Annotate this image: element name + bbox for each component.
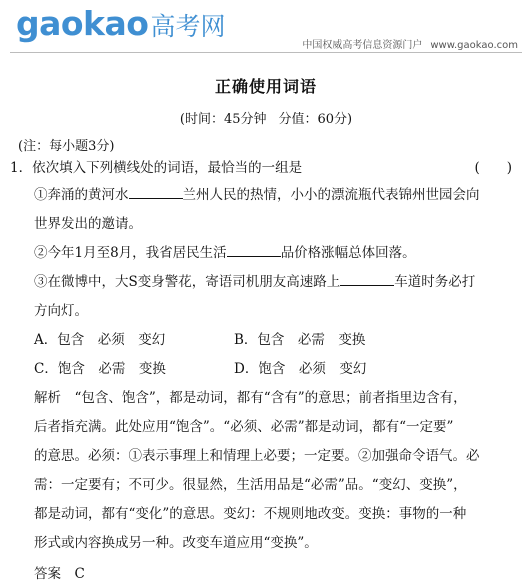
sentence-3-cont: 方向灯。 [34, 303, 88, 319]
sentence-3 [34, 270, 475, 290]
option-b[interactable]: B．包含 必需 变换 [234, 332, 366, 348]
site-logo[interactable] [16, 4, 225, 47]
blank-3 [340, 274, 394, 286]
question-stem: 1．依次填入下列横线处的词语，最恰当的一组是 [10, 160, 303, 176]
explanation-line-1: 解析 “包含、饱含”，都是动词，都有“含有”的意思；前者指里边含有， [34, 390, 467, 406]
logo-latin: gaokao [16, 4, 149, 43]
total-score: 分值：60分) [278, 112, 353, 127]
options-row-1 [34, 328, 365, 348]
explanation-line-4: 需：一定要有；不可少。很显然，生活用品是“必需”品。“变幻、变换”， [34, 477, 467, 493]
explanation-line-5: 都是动词，都有“变化”的意思。变幻：不规则地改变。变换：事物的一种 [34, 506, 467, 522]
option-c[interactable]: C．饱含 必需 变换 [34, 361, 166, 377]
sentence-2-part-b: 品价格涨幅总体回落。 [280, 245, 416, 261]
logo-chinese: 高考网 [150, 12, 226, 41]
sentence-3-part-b: 车道时务必打 [394, 274, 476, 290]
sentence-1 [34, 183, 480, 203]
blank-1 [129, 187, 183, 199]
option-d[interactable]: D．饱含 必须 变幻 [234, 361, 367, 377]
blank-2 [227, 245, 281, 257]
score-note: (注：每小题3分) [18, 139, 115, 154]
exam-meta [0, 108, 532, 127]
options-row-2 [34, 357, 366, 377]
document-title: 正确使用词语 [214, 77, 317, 96]
sentence-2-part-a: ②今年1月至8月，我省居民生活 [34, 245, 227, 261]
site-tagline [302, 36, 518, 51]
sentence-1-part-a: ①奔涌的黄河水 [34, 187, 129, 203]
site-url[interactable]: www.gaokao.com [430, 40, 518, 51]
sentence-1-cont: 世界发出的邀请。 [34, 216, 142, 232]
sentence-2 [34, 241, 416, 261]
tagline-text: 中国权威高考信息资源门户 [302, 40, 423, 51]
site-header [0, 0, 532, 50]
option-a[interactable]: A．包含 必须 变幻 [34, 332, 166, 348]
sentence-1-part-b: 兰州人民的热情，小小的漂流瓶代表锦州世园会向 [182, 187, 480, 203]
explanation-line-3: 的意思。必须：①表示事理上和情理上必要；一定要。②加强命令语气。必 [34, 448, 480, 464]
sentence-3-part-a: ③在微博中，大S变身警花，寄语司机朋友高速路上 [34, 274, 341, 290]
answer-line: 答案 C [34, 566, 85, 582]
explanation-line-6: 形式或内容换成另一种。改变车道应用“变换”。 [34, 535, 318, 551]
time-limit: (时间：45分钟 [179, 112, 267, 127]
explanation-line-2: 后者指充满。此处应用“饱含”。“必须、必需”都是动词，都有“一定要” [34, 419, 454, 435]
answer-paren: ( ) [474, 160, 512, 176]
header-divider [10, 52, 522, 53]
